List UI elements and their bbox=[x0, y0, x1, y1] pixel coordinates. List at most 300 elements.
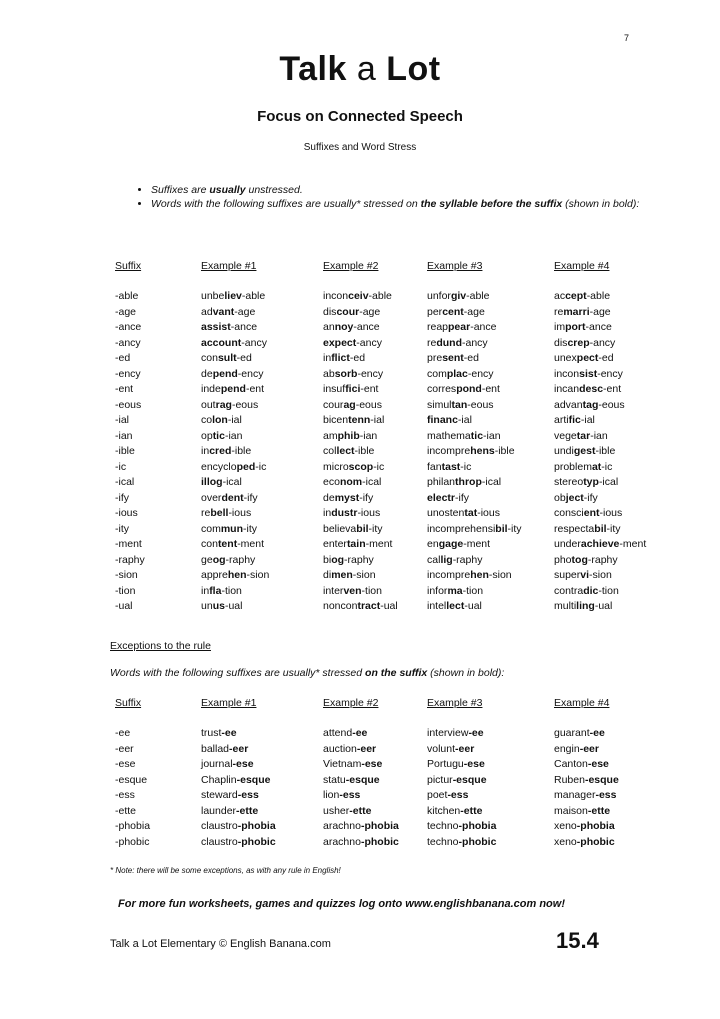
word-suffix: -raphy bbox=[587, 553, 618, 566]
header-example-1: Example #1 bbox=[201, 697, 257, 709]
word-part: kitchen bbox=[427, 804, 461, 817]
example-cell bbox=[427, 352, 554, 368]
word-part: usher bbox=[323, 804, 350, 817]
word-suffix: -raphy bbox=[344, 553, 374, 566]
example-cell bbox=[427, 290, 554, 306]
word-suffix: -raphy bbox=[225, 553, 256, 566]
stressed-syllable: fici bbox=[345, 383, 361, 395]
stressed-syllable: ling bbox=[576, 600, 595, 612]
word-suffix: -ic bbox=[373, 460, 385, 473]
word-part: vege bbox=[554, 429, 577, 442]
word-suffix: -ic bbox=[255, 460, 267, 473]
page-title bbox=[0, 50, 720, 89]
example-cell bbox=[323, 492, 427, 508]
stressed-suffix: -ess bbox=[447, 789, 469, 801]
word-suffix: -age bbox=[589, 305, 611, 318]
example-cell bbox=[201, 492, 323, 508]
suffix-cell: -phobic bbox=[115, 835, 150, 848]
word-suffix: -sion bbox=[589, 569, 612, 581]
example-cell bbox=[323, 476, 427, 492]
example-cell bbox=[554, 445, 674, 461]
word-part: ac bbox=[554, 290, 566, 302]
example-cell bbox=[323, 306, 427, 322]
stressed-syllable: pend bbox=[220, 383, 246, 395]
stressed-syllable: mun bbox=[220, 522, 244, 535]
word-part: inde bbox=[201, 383, 221, 395]
example-cell bbox=[427, 569, 554, 585]
stressed-syllable: financ bbox=[427, 414, 458, 426]
example-cell bbox=[427, 492, 554, 508]
example-cell bbox=[323, 820, 427, 836]
word-part: reap bbox=[427, 321, 449, 333]
example-cell bbox=[427, 743, 554, 759]
word-part: intel bbox=[427, 600, 447, 612]
stressed-syllable: account bbox=[201, 336, 242, 349]
example-cell bbox=[323, 399, 427, 415]
suffix-cell: -ify bbox=[115, 491, 129, 504]
table-row bbox=[115, 836, 674, 852]
stressed-syllable: cred bbox=[209, 445, 232, 457]
example-cell bbox=[323, 569, 427, 585]
suffix-cell: -ette bbox=[115, 804, 137, 817]
example-cell bbox=[554, 430, 674, 446]
word-part: ab bbox=[323, 367, 335, 380]
example-cell bbox=[427, 523, 554, 539]
table-row bbox=[115, 476, 674, 492]
stressed-syllable: tract bbox=[357, 600, 381, 612]
word-suffix: -age bbox=[359, 305, 381, 318]
stressed-syllable: crep bbox=[567, 336, 590, 349]
table-row bbox=[115, 758, 674, 774]
stressed-syllable: pond bbox=[456, 383, 482, 395]
suffix-cell: -able bbox=[115, 290, 139, 302]
example-cell bbox=[201, 306, 323, 322]
stressed-syllable: marri bbox=[563, 305, 590, 318]
word-part: techno bbox=[427, 820, 459, 832]
header-example-3: Example #3 bbox=[427, 260, 483, 272]
exceptions-heading: Exceptions to the rule bbox=[110, 640, 211, 652]
suffix-cell: -ial bbox=[115, 414, 130, 426]
word-suffix: -ency bbox=[467, 367, 494, 380]
word-part: ballad bbox=[201, 742, 230, 755]
word-suffix: -ment bbox=[365, 538, 393, 550]
stressed-suffix: -ee bbox=[589, 727, 605, 739]
stressed-syllable: bil bbox=[356, 522, 369, 535]
word-part: arachno bbox=[323, 820, 361, 832]
word-suffix: -able bbox=[586, 290, 611, 302]
word-part: col bbox=[323, 445, 337, 457]
word-part: an bbox=[323, 321, 335, 333]
word-suffix: -sion bbox=[246, 569, 270, 581]
word-suffix: -able bbox=[368, 290, 392, 302]
word-part: xeno bbox=[554, 835, 577, 848]
stressed-suffix: -ese bbox=[232, 758, 254, 770]
suffix-cell: -ancy bbox=[115, 336, 141, 349]
note-text: (shown in bold): bbox=[562, 198, 640, 210]
word-part: pho bbox=[554, 553, 572, 566]
example-cell bbox=[323, 321, 427, 337]
suffix-cell: -ance bbox=[115, 321, 142, 333]
example-cell bbox=[201, 758, 323, 774]
stressed-syllable: hen bbox=[227, 569, 247, 581]
word-part: con bbox=[201, 352, 218, 364]
suffix-cell: -ity bbox=[115, 522, 129, 535]
example-cell bbox=[427, 727, 554, 743]
word-part: op bbox=[201, 429, 213, 442]
example-cell bbox=[201, 414, 323, 430]
example-cell bbox=[323, 414, 427, 430]
header-example-1: Example #1 bbox=[201, 260, 257, 272]
stressed-syllable: men bbox=[331, 569, 353, 581]
word-part: cal bbox=[427, 553, 441, 566]
example-cell bbox=[427, 774, 554, 790]
stressed-syllable: lon bbox=[212, 414, 228, 426]
word-part: in bbox=[201, 445, 210, 457]
stressed-suffix: -esque bbox=[345, 773, 380, 786]
stressed-suffix: -phobia bbox=[458, 820, 497, 832]
stressed-syllable: rag bbox=[215, 398, 232, 411]
word-suffix: -ment bbox=[619, 538, 647, 550]
word-part: journal bbox=[201, 758, 233, 770]
word-suffix: -ian bbox=[483, 429, 501, 442]
word-part: interview bbox=[427, 727, 469, 739]
word-part: arachno bbox=[323, 835, 361, 848]
stressed-syllable: pect bbox=[576, 352, 599, 364]
word-part: fan bbox=[427, 460, 442, 473]
example-cell bbox=[323, 352, 427, 368]
stressed-syllable: plac bbox=[446, 367, 468, 380]
example-cell bbox=[201, 743, 323, 759]
word-part: en bbox=[427, 538, 439, 550]
suffix-cell: -ual bbox=[115, 600, 133, 612]
word-part: advan bbox=[554, 398, 583, 411]
word-part: eco bbox=[323, 476, 340, 488]
stressed-syllable: fla bbox=[209, 584, 222, 597]
stressed-syllable: tan bbox=[451, 398, 468, 411]
example-cell bbox=[323, 430, 427, 446]
word-suffix: -ical bbox=[362, 476, 382, 488]
suffix-cell: -ency bbox=[115, 367, 141, 380]
stressed-suffix: -eer bbox=[455, 742, 475, 755]
example-cell bbox=[201, 368, 323, 384]
stressed-syllable: bil bbox=[594, 522, 607, 535]
word-suffix: -ian bbox=[590, 429, 608, 442]
suffix-cell: -ess bbox=[115, 789, 135, 801]
footer-credit: Talk a Lot Elementary © English Banana.com bbox=[110, 938, 331, 950]
suffix-cell: -eer bbox=[115, 742, 134, 755]
word-suffix: -eous bbox=[598, 398, 625, 411]
word-part: dis bbox=[323, 305, 337, 318]
word-part: engin bbox=[554, 742, 580, 755]
word-part: re bbox=[554, 305, 564, 318]
word-suffix: -ed bbox=[598, 352, 614, 364]
word-suffix: -raphy bbox=[452, 553, 483, 566]
word-suffix: -eous bbox=[467, 398, 494, 411]
word-suffix: -ance bbox=[230, 321, 258, 333]
word-part: infor bbox=[427, 584, 448, 597]
word-part: per bbox=[427, 305, 443, 318]
note-bold: usually bbox=[209, 184, 246, 196]
stressed-suffix: -phobia bbox=[237, 820, 276, 832]
word-suffix: -able bbox=[241, 290, 266, 302]
word-suffix: -sion bbox=[488, 569, 512, 581]
stressed-suffix: -eer bbox=[579, 742, 599, 755]
word-suffix: -ical bbox=[222, 476, 242, 488]
stressed-syllable: electr bbox=[427, 491, 456, 504]
stressed-suffix: -eer bbox=[229, 742, 249, 755]
word-part: pictur bbox=[427, 773, 453, 786]
table-row bbox=[115, 492, 674, 508]
notes-list bbox=[115, 184, 651, 212]
word-part: incomprehensi bbox=[427, 522, 496, 535]
word-suffix: -ible bbox=[354, 445, 375, 457]
word-suffix: -ency bbox=[357, 367, 384, 380]
example-cell bbox=[554, 352, 674, 368]
word-part: multi bbox=[554, 600, 577, 612]
note-text: Words with the following suffixes are usually* stressed bbox=[110, 667, 366, 679]
stressed-syllable: dustr bbox=[331, 507, 358, 519]
word-part: corres bbox=[427, 383, 457, 395]
word-suffix: -ity bbox=[243, 522, 258, 535]
word-part: incompre bbox=[427, 569, 471, 581]
stressed-syllable: at bbox=[591, 460, 602, 473]
word-part: poet bbox=[427, 789, 448, 801]
example-cell bbox=[554, 758, 674, 774]
word-part: unfor bbox=[427, 290, 451, 302]
stressed-suffix: -phobic bbox=[237, 835, 276, 848]
table-row bbox=[115, 600, 674, 616]
suffix-cell: -esque bbox=[115, 773, 148, 786]
example-cell bbox=[323, 445, 427, 461]
note-item bbox=[151, 184, 651, 197]
example-cell bbox=[427, 383, 554, 399]
word-part: steward bbox=[201, 789, 238, 801]
word-part: enter bbox=[323, 538, 347, 550]
table-row bbox=[115, 774, 674, 790]
stressed-suffix: -eer bbox=[356, 742, 377, 755]
header-example-2: Example #2 bbox=[323, 260, 379, 272]
example-cell bbox=[427, 820, 554, 836]
word-part: auction bbox=[323, 742, 357, 755]
example-cell bbox=[323, 805, 427, 821]
example-cell bbox=[201, 476, 323, 492]
word-part: com bbox=[201, 522, 221, 535]
word-suffix: -ent bbox=[603, 383, 622, 395]
stressed-syllable: hen bbox=[470, 569, 489, 581]
stressed-syllable: tent bbox=[217, 538, 238, 550]
word-part: attend bbox=[323, 727, 353, 739]
stressed-suffix: -phobia bbox=[360, 820, 399, 832]
note-bold: the syllable before the suffix bbox=[420, 198, 563, 210]
table-row bbox=[115, 538, 674, 554]
word-suffix: -ify bbox=[243, 491, 258, 504]
example-cell bbox=[554, 507, 674, 523]
stressed-suffix: -ese bbox=[587, 758, 609, 770]
stressed-syllable: sist bbox=[579, 367, 598, 380]
suffix-cell: -raphy bbox=[115, 553, 145, 566]
word-suffix: -ious bbox=[357, 507, 381, 519]
stressed-syllable: phib bbox=[337, 429, 360, 442]
example-cell bbox=[427, 445, 554, 461]
word-suffix: -ial bbox=[227, 414, 242, 426]
example-cell bbox=[554, 774, 674, 790]
word-part: de bbox=[201, 367, 213, 380]
stressed-syllable: vi bbox=[580, 569, 590, 581]
header-example-4: Example #4 bbox=[554, 260, 610, 272]
word-part: re bbox=[201, 507, 211, 519]
suffix-cell: -eous bbox=[115, 398, 142, 411]
suffix-cell: -ee bbox=[115, 727, 131, 739]
word-part: bi bbox=[323, 553, 332, 566]
example-cell bbox=[323, 727, 427, 743]
word-suffix: -ible bbox=[595, 445, 616, 457]
table-row bbox=[115, 337, 674, 353]
example-cell bbox=[201, 290, 323, 306]
stressed-syllable: pear bbox=[448, 321, 471, 333]
word-part: trust bbox=[201, 727, 222, 739]
table-row bbox=[115, 820, 674, 836]
word-part: Canton bbox=[554, 758, 588, 770]
stressed-syllable: ma bbox=[447, 584, 463, 597]
stressed-syllable: ag bbox=[343, 398, 356, 411]
table-row bbox=[115, 585, 674, 601]
header-suffix: Suffix bbox=[115, 697, 142, 709]
word-part: ob bbox=[554, 491, 566, 504]
example-cell bbox=[323, 461, 427, 477]
word-part: cour bbox=[323, 398, 344, 411]
table-row bbox=[115, 743, 674, 759]
word-part: in bbox=[201, 584, 210, 597]
word-suffix: -ancy bbox=[241, 336, 267, 349]
word-suffix: -ent bbox=[481, 383, 500, 395]
word-suffix: -age bbox=[463, 305, 485, 318]
word-part: appre bbox=[201, 569, 228, 581]
table-row bbox=[115, 805, 674, 821]
example-cell bbox=[554, 836, 674, 852]
stressed-syllable: scop bbox=[348, 460, 374, 473]
example-cell bbox=[427, 507, 554, 523]
word-part: believa bbox=[323, 522, 357, 535]
table-row bbox=[115, 321, 674, 337]
example-cell bbox=[427, 368, 554, 384]
stressed-syllable: tic bbox=[212, 429, 225, 442]
stressed-syllable: fic bbox=[568, 414, 581, 426]
suffix-cell: -ical bbox=[115, 476, 135, 488]
example-cell bbox=[427, 476, 554, 492]
stressed-syllable: tar bbox=[576, 429, 591, 442]
suffix-cell: -age bbox=[115, 305, 137, 318]
word-part: un bbox=[201, 600, 213, 612]
word-part: ad bbox=[201, 305, 213, 318]
word-suffix: -ify bbox=[359, 491, 374, 504]
example-cell bbox=[323, 585, 427, 601]
word-suffix: -ent bbox=[360, 383, 379, 395]
header-suffix: Suffix bbox=[115, 260, 142, 272]
word-part: incon bbox=[323, 290, 349, 302]
table-header-row bbox=[115, 697, 674, 727]
exceptions-table bbox=[115, 697, 674, 851]
stressed-syllable: bell bbox=[210, 507, 229, 519]
stressed-suffix: -ese bbox=[463, 758, 485, 770]
example-cell bbox=[427, 321, 554, 337]
suffix-cell: -sion bbox=[115, 569, 138, 581]
word-suffix: -eous bbox=[355, 398, 382, 411]
suffix-cell: -ious bbox=[115, 507, 138, 519]
word-part: re bbox=[427, 336, 437, 349]
suffix-cell: -phobia bbox=[115, 820, 151, 832]
stressed-syllable: myst bbox=[334, 491, 360, 504]
word-part: under bbox=[554, 538, 581, 550]
word-suffix: -ic bbox=[601, 460, 613, 473]
word-suffix: -ify bbox=[455, 491, 470, 504]
word-part: am bbox=[323, 429, 338, 442]
word-part: stereo bbox=[554, 476, 584, 488]
example-cell bbox=[201, 569, 323, 585]
word-part: statu bbox=[323, 773, 346, 786]
example-cell bbox=[201, 554, 323, 570]
suffix-cell: -ese bbox=[115, 758, 136, 770]
stressed-syllable: dent bbox=[221, 491, 244, 504]
word-part: over bbox=[201, 491, 222, 504]
suffix-cell: -ible bbox=[115, 445, 135, 457]
word-part: simul bbox=[427, 398, 452, 411]
word-suffix: -ity bbox=[507, 522, 522, 535]
stressed-suffix: -ee bbox=[352, 727, 368, 739]
word-suffix: -ed bbox=[463, 352, 479, 364]
example-cell bbox=[323, 554, 427, 570]
example-cell bbox=[201, 805, 323, 821]
example-cell bbox=[323, 538, 427, 554]
word-suffix: -eous bbox=[231, 398, 259, 411]
word-suffix: -ual bbox=[380, 600, 398, 612]
stressed-syllable: flict bbox=[331, 352, 350, 364]
word-suffix: -ious bbox=[228, 507, 252, 519]
table-row bbox=[115, 368, 674, 384]
word-suffix: -ancy bbox=[589, 336, 616, 349]
stressed-syllable: lig bbox=[440, 553, 453, 566]
word-suffix: -ial bbox=[580, 414, 595, 426]
table-row bbox=[115, 430, 674, 446]
stressed-suffix: -phobic bbox=[576, 835, 615, 848]
stressed-suffix: -phobic bbox=[360, 835, 399, 848]
word-suffix: -ious bbox=[477, 507, 500, 519]
example-cell bbox=[201, 538, 323, 554]
page-number: 7 bbox=[624, 33, 630, 43]
word-part: dis bbox=[554, 336, 568, 349]
example-cell bbox=[323, 774, 427, 790]
stressed-syllable: og bbox=[331, 553, 345, 566]
word-part: micro bbox=[323, 460, 349, 473]
word-part: claustro bbox=[201, 835, 238, 848]
example-cell bbox=[323, 383, 427, 399]
word-suffix: -ance bbox=[470, 321, 497, 333]
example-cell bbox=[427, 600, 554, 616]
stressed-syllable: illog bbox=[201, 476, 223, 488]
stressed-suffix: -ette bbox=[460, 804, 483, 817]
subtitle: Focus on Connected Speech bbox=[257, 108, 463, 125]
word-part: out bbox=[201, 398, 216, 411]
title-part-3: Lot bbox=[376, 50, 441, 88]
word-part: problem bbox=[554, 460, 592, 473]
word-suffix: -ual bbox=[224, 600, 243, 612]
word-suffix: -tion bbox=[361, 584, 382, 597]
stressed-suffix: -ess bbox=[595, 789, 617, 801]
word-suffix: -ical bbox=[598, 476, 619, 488]
stressed-syllable: bil bbox=[495, 522, 508, 535]
stressed-syllable: lect bbox=[446, 600, 465, 612]
word-part: com bbox=[427, 367, 447, 380]
word-suffix: -tion bbox=[221, 584, 242, 597]
